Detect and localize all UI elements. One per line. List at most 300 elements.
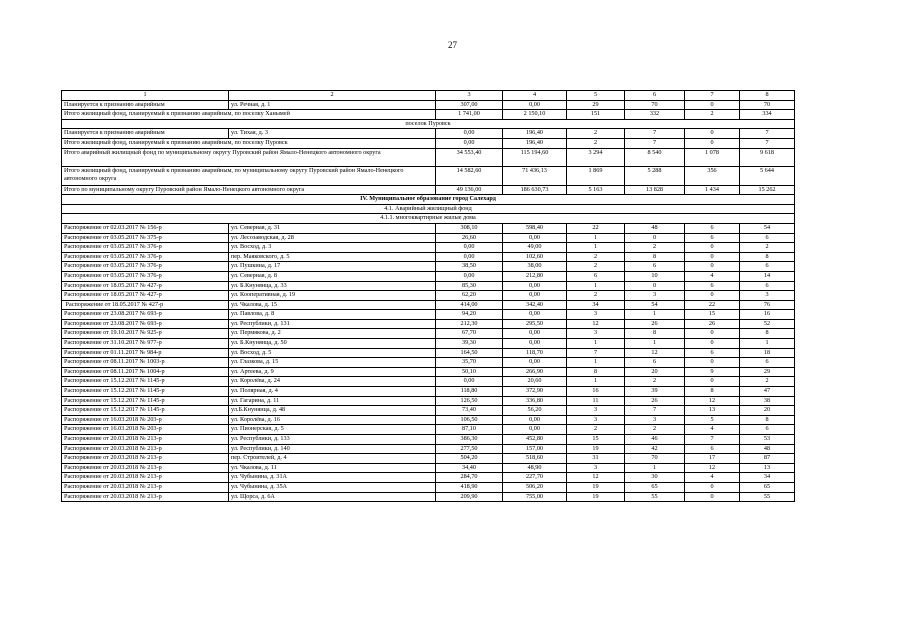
value-cell: 11: [567, 396, 625, 406]
total-value: 8 540: [625, 148, 685, 167]
document-cell: Распоряжение от 20.03.2018 № 213-р: [62, 435, 229, 445]
total-value: 5 163: [567, 185, 625, 195]
value-cell: 0,00: [503, 358, 567, 368]
document-cell: Распоряжение от 02.03.2017 № 156-р: [62, 223, 229, 233]
value-cell: 70: [740, 100, 795, 110]
address-cell: ул. Гагарина, д. 11: [229, 396, 436, 406]
document-cell: Распоряжение от 15.12.2017 № 1145-р: [62, 396, 229, 406]
document-cell: Распоряжение от 03.05.2017 № 376-р: [62, 271, 229, 281]
table-row: [62, 415, 795, 425]
value-cell: 39,30: [436, 339, 503, 349]
value-cell: 19: [567, 482, 625, 492]
document-cell: Распоряжение от 16.03.2018 № 203-р: [62, 425, 229, 435]
value-cell: 0: [685, 291, 740, 301]
table-header-row: [62, 91, 795, 101]
table-row: [62, 223, 795, 233]
value-cell: 0,00: [503, 339, 567, 349]
value-cell: 6: [625, 358, 685, 368]
table-row: [62, 454, 795, 464]
value-cell: 2: [567, 262, 625, 272]
table-row: [62, 281, 795, 291]
column-header: 7: [685, 91, 740, 101]
total-value: 115 194,60: [503, 148, 567, 167]
value-cell: 10: [625, 271, 685, 281]
value-cell: 62,20: [436, 291, 503, 301]
document-cell: Планируется к признанию аварийным: [62, 100, 229, 110]
value-cell: 15: [567, 435, 625, 445]
value-cell: 0,00: [503, 100, 567, 110]
total-value: 15 262: [740, 185, 795, 195]
value-cell: 49,00: [503, 243, 567, 253]
value-cell: 38: [740, 396, 795, 406]
value-cell: 0,00: [436, 129, 503, 139]
value-cell: 12: [625, 348, 685, 358]
address-cell: ул. Пушкина, д. 17: [229, 262, 436, 272]
total-row: [62, 185, 795, 195]
value-cell: 212,80: [503, 271, 567, 281]
table-row: [62, 367, 795, 377]
table-row: [62, 252, 795, 262]
value-cell: 1: [567, 281, 625, 291]
value-cell: 6: [740, 262, 795, 272]
address-cell: ул. Полярная, д. 4: [229, 387, 436, 397]
value-cell: 54: [740, 223, 795, 233]
value-cell: 39: [625, 387, 685, 397]
document-cell: Планируется к признанию аварийным: [62, 129, 229, 139]
value-cell: 3: [625, 291, 685, 301]
column-header: 2: [229, 91, 436, 101]
value-cell: 307,00: [436, 100, 503, 110]
value-cell: 18: [740, 348, 795, 358]
value-cell: 2: [740, 377, 795, 387]
address-cell: ул. Артеева, д. 9: [229, 367, 436, 377]
value-cell: 38,50: [436, 262, 503, 272]
value-cell: 19: [567, 444, 625, 454]
document-cell: Распоряжение от 08.11.2017 № 1003-р: [62, 358, 229, 368]
total-value: 334: [740, 110, 795, 120]
table-row: [62, 271, 795, 281]
table-row: [62, 377, 795, 387]
value-cell: 6: [740, 358, 795, 368]
value-cell: 5: [685, 415, 740, 425]
address-cell: ул. Пионерская, д. 5: [229, 425, 436, 435]
value-cell: 0,00: [503, 281, 567, 291]
table-body: [62, 91, 795, 502]
value-cell: 102,60: [503, 252, 567, 262]
value-cell: 6: [740, 233, 795, 243]
value-cell: 2: [740, 243, 795, 253]
value-cell: 504,20: [436, 454, 503, 464]
value-cell: 65: [740, 482, 795, 492]
total-value: 71 436,13: [503, 167, 567, 186]
document-cell: Распоряжение от 08.11.2017 № 1004-р: [62, 367, 229, 377]
column-header: 1: [62, 91, 229, 101]
value-cell: 212,30: [436, 319, 503, 329]
address-cell: ул. Б.Кнунянца, д. 33: [229, 281, 436, 291]
total-value: 332: [625, 110, 685, 120]
value-cell: 7: [740, 129, 795, 139]
address-cell: ул. Щорса, д. 6А: [229, 492, 436, 502]
column-header: 4: [503, 91, 567, 101]
table-row: [62, 406, 795, 416]
value-cell: 70: [625, 100, 685, 110]
value-cell: 3: [567, 463, 625, 473]
value-cell: 0: [685, 243, 740, 253]
address-cell: ул. Чкалова, д. 15: [229, 300, 436, 310]
value-cell: 20,60: [503, 377, 567, 387]
value-cell: 3: [567, 329, 625, 339]
table-row: [62, 358, 795, 368]
value-cell: 452,80: [503, 435, 567, 445]
value-cell: 70: [625, 454, 685, 464]
table-row: [62, 100, 795, 110]
total-value: 7: [740, 138, 795, 148]
value-cell: 8: [685, 387, 740, 397]
document-cell: Распоряжение от 20.03.2018 № 213-р: [62, 482, 229, 492]
value-cell: 3: [567, 406, 625, 416]
document-cell: Распоряжение от 03.05.2017 № 376-р: [62, 252, 229, 262]
document-cell: Распоряжение от 20.03.2018 № 213-р: [62, 463, 229, 473]
value-cell: 46: [625, 435, 685, 445]
value-cell: 67,70: [436, 329, 503, 339]
value-cell: 3: [625, 415, 685, 425]
address-cell: ул. Павлова, д. 8: [229, 310, 436, 320]
value-cell: 50,10: [436, 367, 503, 377]
total-value: 14 582,60: [436, 167, 503, 186]
value-cell: 227,70: [503, 473, 567, 483]
value-cell: 12: [567, 473, 625, 483]
total-value: 13 828: [625, 185, 685, 195]
value-cell: 8: [740, 415, 795, 425]
value-cell: 14: [740, 271, 795, 281]
value-cell: 1: [567, 339, 625, 349]
document-cell: Распоряжение от 03.05.2017 № 376-р: [62, 262, 229, 272]
value-cell: 2: [625, 425, 685, 435]
value-cell: 6: [625, 262, 685, 272]
value-cell: 73,40: [436, 406, 503, 416]
value-cell: 4: [685, 473, 740, 483]
document-cell: Распоряжение от 18.05.2017 № 427-р: [62, 291, 229, 301]
total-value: 1 869: [567, 167, 625, 186]
value-cell: 76: [740, 300, 795, 310]
value-cell: 0: [685, 377, 740, 387]
value-cell: 342,40: [503, 300, 567, 310]
value-cell: 8: [625, 252, 685, 262]
total-value: 0: [685, 138, 740, 148]
value-cell: 164,50: [436, 348, 503, 358]
value-cell: 20: [625, 367, 685, 377]
value-cell: 26: [685, 319, 740, 329]
address-cell: ул. Северная, д. 31: [229, 223, 436, 233]
value-cell: 2: [567, 252, 625, 262]
value-cell: 0: [685, 100, 740, 110]
value-cell: 20: [740, 406, 795, 416]
document-cell: Распоряжение от 19.10.2017 № 925-р: [62, 329, 229, 339]
document-cell: Распоряжение от 03.05.2017 № 376-р: [62, 243, 229, 253]
value-cell: 31: [567, 454, 625, 464]
address-cell: ул. Кооперативная, д. 19: [229, 291, 436, 301]
value-cell: 1: [625, 310, 685, 320]
table-row: [62, 329, 795, 339]
address-cell: ул. Республики, д. 131: [229, 319, 436, 329]
column-header: 8: [740, 91, 795, 101]
value-cell: 47: [740, 387, 795, 397]
document-cell: Распоряжение от 03.05.2017 № 375-р: [62, 233, 229, 243]
table-row: [62, 339, 795, 349]
address-cell: ул. Республики, д. 140: [229, 444, 436, 454]
value-cell: 2: [567, 129, 625, 139]
value-cell: 0,00: [436, 252, 503, 262]
document-cell: Распоряжение от 20.03.2018 № 213-р: [62, 454, 229, 464]
total-row: [62, 110, 795, 120]
value-cell: 118,80: [436, 387, 503, 397]
value-cell: 4: [685, 425, 740, 435]
page-number: 27: [448, 40, 457, 50]
value-cell: 26,60: [436, 233, 503, 243]
value-cell: 0: [685, 252, 740, 262]
value-cell: 35,70: [436, 358, 503, 368]
value-cell: 2: [625, 377, 685, 387]
section-heading: 4.1. Аварийный жилищный фонд: [62, 204, 795, 214]
total-row: [62, 167, 795, 186]
table-row: [62, 463, 795, 473]
value-cell: 26: [625, 396, 685, 406]
value-cell: 4: [685, 271, 740, 281]
value-cell: 26: [625, 319, 685, 329]
value-cell: 13: [740, 463, 795, 473]
address-cell: ул. Восход, д. 5: [229, 348, 436, 358]
value-cell: 598,40: [503, 223, 567, 233]
address-cell: пер. Строителей, д. 4: [229, 454, 436, 464]
value-cell: 42: [625, 444, 685, 454]
address-cell: ул. Тихая, д. 3: [229, 129, 436, 139]
column-header: 5: [567, 91, 625, 101]
value-cell: 266,90: [503, 367, 567, 377]
total-value: 196,40: [503, 138, 567, 148]
value-cell: 54: [625, 300, 685, 310]
value-cell: 2: [567, 291, 625, 301]
value-cell: 3: [567, 310, 625, 320]
address-cell: ул. Лесозаводская, д. 28: [229, 233, 436, 243]
total-value: 2 150,10: [503, 110, 567, 120]
value-cell: 6: [685, 281, 740, 291]
value-cell: 8: [567, 367, 625, 377]
total-label: Итого жилищный фонд, планируемый к признанию аварийным, по муниципальному округу Пуровский район Ямало-Ненецкого автономного округа: [62, 167, 436, 186]
total-value: 9 618: [740, 148, 795, 167]
total-value: 7: [625, 138, 685, 148]
value-cell: 17: [685, 454, 740, 464]
table-row: [62, 387, 795, 397]
value-cell: 9: [685, 367, 740, 377]
table-row: [62, 310, 795, 320]
value-cell: 1: [567, 243, 625, 253]
total-value: 3 294: [567, 148, 625, 167]
total-row: [62, 148, 795, 167]
value-cell: 34,40: [436, 463, 503, 473]
value-cell: 0: [685, 262, 740, 272]
total-value: 5 644: [740, 167, 795, 186]
document-cell: Распоряжение от 01.11.2017 № 984-р: [62, 348, 229, 358]
table-row: [62, 129, 795, 139]
total-value: 1 078: [685, 148, 740, 167]
value-cell: 6: [685, 348, 740, 358]
value-cell: 0: [685, 492, 740, 502]
total-label: Итого жилищный фонд, планируемый к признанию аварийным, по поселку Пуровск: [62, 138, 436, 148]
total-value: 1 741,00: [436, 110, 503, 120]
value-cell: 157,00: [503, 444, 567, 454]
value-cell: 12: [685, 396, 740, 406]
value-cell: 19: [567, 492, 625, 502]
section-heading: поселок Пуровск: [62, 119, 795, 129]
column-header: 3: [436, 91, 503, 101]
value-cell: 34: [567, 300, 625, 310]
value-cell: 0,00: [503, 291, 567, 301]
value-cell: 34: [740, 473, 795, 483]
section-row: [62, 195, 795, 205]
value-cell: 48: [740, 444, 795, 454]
value-cell: 29: [567, 100, 625, 110]
address-cell: ул. Пермякова, д. 2: [229, 329, 436, 339]
table-row: [62, 444, 795, 454]
value-cell: 8: [625, 329, 685, 339]
document-cell: Распоряжение от 23.08.2017 № 693-р: [62, 319, 229, 329]
address-cell: ул. Речная, д. 1: [229, 100, 436, 110]
value-cell: 6: [685, 444, 740, 454]
column-header: 6: [625, 91, 685, 101]
document-cell: Распоряжение от 23.08.2017 № 693-р: [62, 310, 229, 320]
value-cell: 308,10: [436, 223, 503, 233]
housing-table: [61, 90, 795, 502]
table-row: [62, 300, 795, 310]
value-cell: 118,70: [503, 348, 567, 358]
value-cell: 8: [740, 252, 795, 262]
value-cell: 1: [567, 377, 625, 387]
value-cell: 12: [567, 319, 625, 329]
value-cell: 372,90: [503, 387, 567, 397]
section-heading: IV. Муниципальное образование город Салехард: [62, 195, 795, 205]
document-cell: Распоряжение от 15.12.2017 № 1145-р: [62, 387, 229, 397]
value-cell: 126,50: [436, 396, 503, 406]
value-cell: 0,00: [436, 243, 503, 253]
table-row: [62, 291, 795, 301]
address-cell: ул. Республики, д. 133: [229, 435, 436, 445]
value-cell: 48,90: [503, 463, 567, 473]
table-row: [62, 319, 795, 329]
value-cell: 1: [740, 339, 795, 349]
value-cell: 6: [685, 223, 740, 233]
address-cell: пер. Маяковского, д. 5: [229, 252, 436, 262]
value-cell: 7: [685, 435, 740, 445]
table-row: [62, 243, 795, 253]
value-cell: 22: [685, 300, 740, 310]
value-cell: 506,20: [503, 482, 567, 492]
document-cell: Распоряжение от 31.10.2017 № 977-р: [62, 339, 229, 349]
document-cell: Распоряжение от 20.03.2018 № 213-р: [62, 492, 229, 502]
value-cell: 22: [567, 223, 625, 233]
value-cell: 755,00: [503, 492, 567, 502]
table-row: [62, 492, 795, 502]
value-cell: 16: [567, 387, 625, 397]
document-cell: Распоряжение от 20.03.2018 № 213-р: [62, 444, 229, 454]
value-cell: 196,40: [503, 129, 567, 139]
value-cell: 38,00: [503, 262, 567, 272]
table-row: [62, 233, 795, 243]
value-cell: 29: [740, 367, 795, 377]
address-cell: ул. Б.Кнунянца, д. 50: [229, 339, 436, 349]
value-cell: 0: [685, 329, 740, 339]
value-cell: 209,90: [436, 492, 503, 502]
value-cell: 0: [685, 358, 740, 368]
value-cell: 0,00: [503, 233, 567, 243]
value-cell: 295,50: [503, 319, 567, 329]
total-value: 2: [685, 110, 740, 120]
value-cell: 7: [625, 406, 685, 416]
value-cell: 15: [685, 310, 740, 320]
table-row: [62, 348, 795, 358]
value-cell: 0,00: [436, 377, 503, 387]
value-cell: 0,00: [503, 415, 567, 425]
value-cell: 52: [740, 319, 795, 329]
value-cell: 7: [567, 348, 625, 358]
value-cell: 13: [685, 406, 740, 416]
address-cell: ул. Чубынина, д. 31А: [229, 473, 436, 483]
total-value: 34 553,40: [436, 148, 503, 167]
total-label: Итого аварийный жилищный фонд по муниципальному округу Пуровский район Ямало-Ненецкого автономного округа: [62, 148, 436, 167]
value-cell: 0: [685, 129, 740, 139]
value-cell: 518,60: [503, 454, 567, 464]
value-cell: 0,00: [503, 425, 567, 435]
value-cell: 336,80: [503, 396, 567, 406]
value-cell: 418,90: [436, 482, 503, 492]
total-label: Итого по муниципальному округу Пуровский район Ямало-Ненецкого автономного округа: [62, 185, 436, 195]
table-row: [62, 262, 795, 272]
address-cell: ул.Б.Кнунянца, д. 48: [229, 406, 436, 416]
value-cell: 1: [625, 339, 685, 349]
value-cell: 0: [685, 339, 740, 349]
address-cell: ул. Королёва, д. 16: [229, 415, 436, 425]
value-cell: 0: [625, 233, 685, 243]
value-cell: 1: [567, 233, 625, 243]
section-row: [62, 119, 795, 129]
total-row: [62, 138, 795, 148]
value-cell: 106,50: [436, 415, 503, 425]
table-row: [62, 473, 795, 483]
value-cell: 53: [740, 435, 795, 445]
address-cell: ул. Королёва, д. 24: [229, 377, 436, 387]
value-cell: 65: [625, 482, 685, 492]
value-cell: 1: [625, 463, 685, 473]
address-cell: ул. Глазкова, д. 15: [229, 358, 436, 368]
value-cell: 87: [740, 454, 795, 464]
document-cell: Распоряжение от 18.05.2017 № 427-р: [62, 300, 229, 310]
total-value: 0,00: [436, 138, 503, 148]
total-value: 186 630,73: [503, 185, 567, 195]
table-row: [62, 396, 795, 406]
value-cell: 284,70: [436, 473, 503, 483]
section-row: [62, 204, 795, 214]
value-cell: 3: [567, 415, 625, 425]
total-value: 2: [567, 138, 625, 148]
address-cell: ул. Северная, д. 8: [229, 271, 436, 281]
value-cell: 30: [625, 473, 685, 483]
table-row: [62, 435, 795, 445]
document-cell: Распоряжение от 15.12.2017 № 1145-р: [62, 377, 229, 387]
value-cell: 0: [625, 281, 685, 291]
value-cell: 56,20: [503, 406, 567, 416]
document-cell: Распоряжение от 18.05.2017 № 427-р: [62, 281, 229, 291]
value-cell: 414,00: [436, 300, 503, 310]
value-cell: 6: [567, 271, 625, 281]
